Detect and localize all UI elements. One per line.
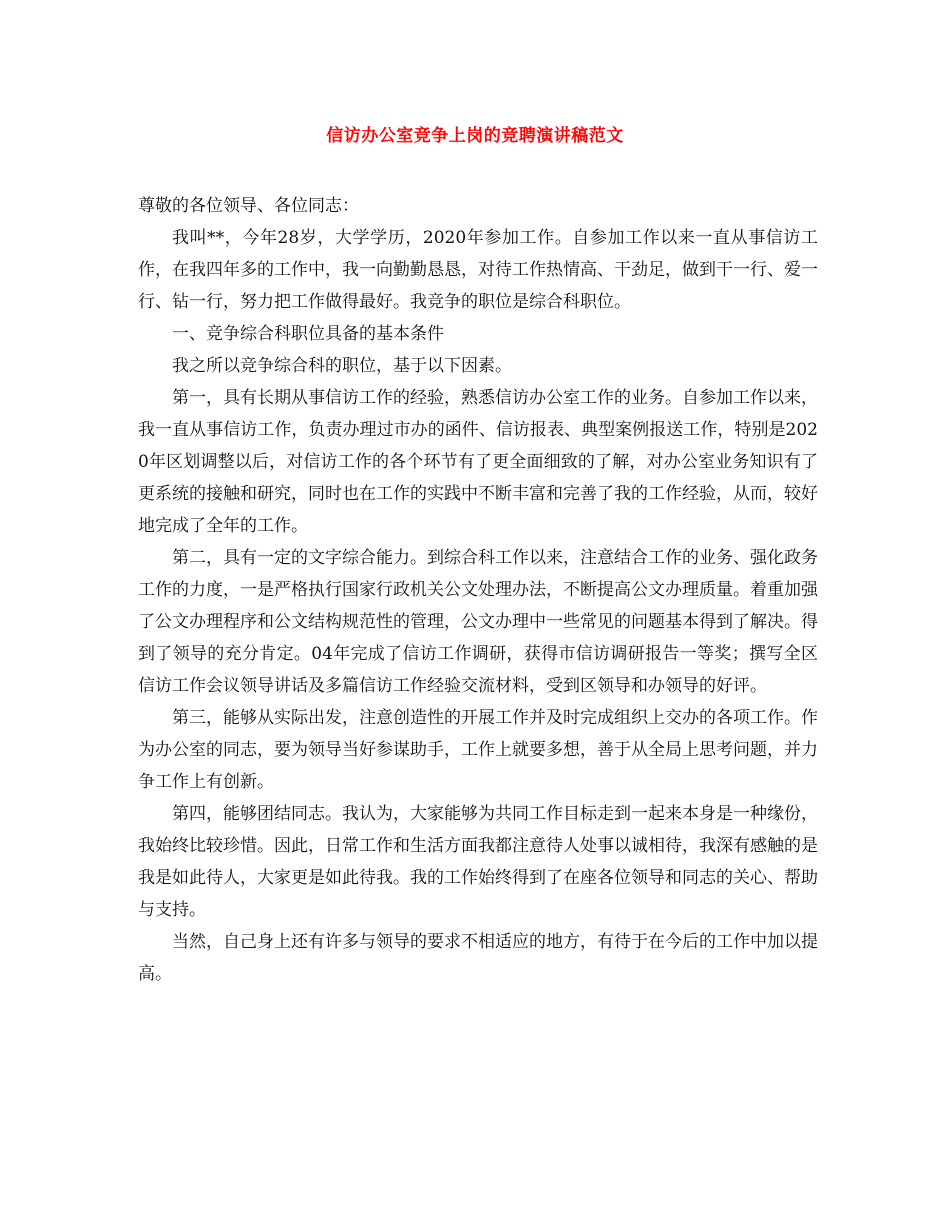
paragraph-intro: 我叫**，今年28岁，大学学历，2020年参加工作。自参加工作以来一直从事信访工作，在我四年多的工作中，我一向勤勤恳恳，对待工作热情高、干劲足，做到干一行、爱一行、钻一行，努力把工作做得最好。我竞争的职位是综合科职位。 <box>138 228 818 312</box>
paragraph-second: 第二，具有一定的文字综合能力。到综合科工作以来，注意结合工作的业务、强化政务工作的力度，一是严格执行国家行政机关公文处理办法，不断提高公文办理质量。着重加强了公文办理程序和公文结构规范性的管理，公文办理中一些常见的问题基本得到了解决。得到了领导的充分肯定。04年完成了信访工作调研，获得市信访调研报告一等奖；撰写全区信访工作会议领导讲话及多篇信访工作经验交流材料，受到区领导和办领导的好评。 <box>138 548 818 696</box>
paragraph-fourth: 第四，能够团结同志。我认为，大家能够为共同工作目标走到一起来本身是一种缘份，我始终比较珍惜。因此，日常工作和生活方面我都注意待人处事以诚相待，我深有感触的是我是如此待人，大家更是如此待我。我的工作始终得到了在座各位领导和同志的关心、帮助与支持。 <box>138 804 818 920</box>
paragraph-conclusion: 当然，自己身上还有许多与领导的要求不相适应的地方，有待于在今后的工作中加以提高。 <box>138 932 818 984</box>
paragraph-first: 第一，具有长期从事信访工作的经验，熟悉信访办公室工作的业务。自参加工作以来，我一直从事信访工作，负责办理过市办的函件、信访报表、典型案例报送工作，特别是2020年区划调整以后，对信访工作的各个环节有了更全面细致的了解，对办公室业务知识有了更系统的接触和研究，同时也在工作的实践中不断丰富和完善了我的工作经验，从而，较好地完成了全年的工作。 <box>138 388 818 536</box>
section-heading: 一、竞争综合科职位具备的基本条件 <box>172 324 444 344</box>
document-title: 信访办公室竞争上岗的竞聘演讲稿范文 <box>326 126 624 146</box>
paragraph-third: 第三，能够从实际出发，注意创造性的开展工作并及时完成组织上交办的各项工作。作为办公室的同志，要为领导当好参谋助手，工作上就要多想，善于从全局上思考问题，并力争工作上有创新。 <box>138 708 818 792</box>
greeting-line: 尊敬的各位领导、各位同志： <box>138 196 359 216</box>
document-body <box>138 190 818 990</box>
paragraph-reason: 我之所以竞争综合科的职位，基于以下因素。 <box>172 356 512 376</box>
